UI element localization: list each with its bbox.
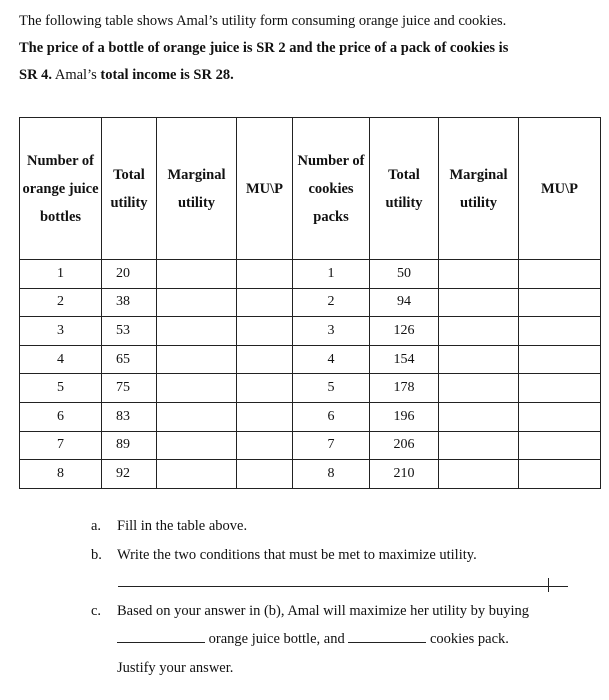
oj-mu-p-cell[interactable] <box>237 317 293 346</box>
ck-total-utility-cell: 178 <box>370 374 439 403</box>
oj-marginal-utility-cell[interactable] <box>157 460 237 489</box>
ck-total-utility-cell: 154 <box>370 345 439 374</box>
question-a <box>91 518 247 535</box>
cookies-blank[interactable] <box>348 642 426 643</box>
intro-line-3-rest: Amal’s <box>52 67 101 83</box>
oj-marginal-utility-cell[interactable] <box>157 402 237 431</box>
table-row <box>20 431 601 460</box>
header-ck-marginal-utility: Marginal utility <box>439 118 519 260</box>
oj-mu-p-cell[interactable] <box>237 431 293 460</box>
question-b-label: b. <box>91 547 102 563</box>
header-oj-total-utility: Total utility <box>102 118 157 260</box>
oj-total-utility-cell: 92 <box>102 460 157 489</box>
intro-line-2: The price of a bottle of orange juice is SR 2 and the price of a pack of cookies is <box>19 40 509 56</box>
header-oj-mu-p: MU\P <box>237 118 293 260</box>
oj-mu-p-cell[interactable] <box>237 460 293 489</box>
oj-mu-p-cell[interactable] <box>237 288 293 317</box>
header-ck-total-utility: Total utility <box>370 118 439 260</box>
ck-total-utility-cell: 210 <box>370 460 439 489</box>
ck-marginal-utility-cell[interactable] <box>439 317 519 346</box>
intro-line-1: The following table shows Amal’s utility form consuming orange juice and cookies. <box>19 13 507 29</box>
utility-table <box>19 117 601 489</box>
ck-marginal-utility-cell[interactable] <box>439 288 519 317</box>
table-row <box>20 460 601 489</box>
oj-number-cell: 8 <box>20 460 102 489</box>
intro-line-3 <box>19 62 599 89</box>
oj-total-utility-cell: 83 <box>102 402 157 431</box>
oj-number-cell: 3 <box>20 317 102 346</box>
question-c-label: c. <box>91 603 102 619</box>
question-c-end: cookies pack. <box>426 631 509 647</box>
ck-total-utility-cell: 94 <box>370 288 439 317</box>
answer-line-b[interactable] <box>118 586 568 587</box>
oj-marginal-utility-cell[interactable] <box>157 288 237 317</box>
oj-mu-p-cell[interactable] <box>237 345 293 374</box>
question-c <box>91 603 529 620</box>
ck-marginal-utility-cell[interactable] <box>439 460 519 489</box>
header-ck-number: Number of cookies packs <box>293 118 370 260</box>
oj-total-utility-cell: 75 <box>102 374 157 403</box>
ck-mu-p-cell[interactable] <box>519 431 601 460</box>
header-oj-marginal-utility: Marginal utility <box>157 118 237 260</box>
oj-total-utility-cell: 38 <box>102 288 157 317</box>
question-a-label: a. <box>91 518 102 534</box>
oj-marginal-utility-cell[interactable] <box>157 260 237 289</box>
ck-marginal-utility-cell[interactable] <box>439 260 519 289</box>
oj-mu-p-cell[interactable] <box>237 402 293 431</box>
oj-marginal-utility-cell[interactable] <box>157 345 237 374</box>
oj-number-cell: 7 <box>20 431 102 460</box>
ck-number-cell: 7 <box>293 431 370 460</box>
orange-juice-blank[interactable] <box>117 642 205 643</box>
table-row <box>20 345 601 374</box>
question-a-text: Fill in the table above. <box>117 518 248 534</box>
ck-mu-p-cell[interactable] <box>519 260 601 289</box>
ck-total-utility-cell: 50 <box>370 260 439 289</box>
ck-number-cell: 5 <box>293 374 370 403</box>
ck-mu-p-cell[interactable] <box>519 402 601 431</box>
table-row <box>20 317 601 346</box>
oj-total-utility-cell: 65 <box>102 345 157 374</box>
oj-number-cell: 6 <box>20 402 102 431</box>
oj-number-cell: 1 <box>20 260 102 289</box>
oj-marginal-utility-cell[interactable] <box>157 374 237 403</box>
table-row <box>20 288 601 317</box>
ck-total-utility-cell: 126 <box>370 317 439 346</box>
ck-number-cell: 3 <box>293 317 370 346</box>
ck-marginal-utility-cell[interactable] <box>439 431 519 460</box>
table-header-row <box>20 118 601 260</box>
ck-mu-p-cell[interactable] <box>519 288 601 317</box>
oj-mu-p-cell[interactable] <box>237 374 293 403</box>
question-c-mid: orange juice bottle, and <box>205 631 349 647</box>
question-c-text: Based on your answer in (b), Amal will maximize her utility by buying <box>117 603 529 619</box>
intro-text <box>19 8 599 89</box>
total-income: total income is SR 28. <box>100 67 234 83</box>
question-b <box>91 547 477 564</box>
oj-total-utility-cell: 89 <box>102 431 157 460</box>
line-end-tick <box>548 578 549 592</box>
ck-mu-p-cell[interactable] <box>519 374 601 403</box>
ck-total-utility-cell: 206 <box>370 431 439 460</box>
ck-mu-p-cell[interactable] <box>519 317 601 346</box>
table-row <box>20 374 601 403</box>
ck-number-cell: 1 <box>293 260 370 289</box>
oj-total-utility-cell: 53 <box>102 317 157 346</box>
oj-mu-p-cell[interactable] <box>237 260 293 289</box>
oj-number-cell: 5 <box>20 374 102 403</box>
ck-number-cell: 6 <box>293 402 370 431</box>
ck-number-cell: 4 <box>293 345 370 374</box>
ck-number-cell: 2 <box>293 288 370 317</box>
oj-total-utility-cell: 20 <box>102 260 157 289</box>
header-oj-number: Number of orange juice bottles <box>20 118 102 260</box>
justify-line: Justify your answer. <box>117 660 234 676</box>
ck-marginal-utility-cell[interactable] <box>439 374 519 403</box>
question-b-text: Write the two conditions that must be met to maximize utility. <box>117 547 477 563</box>
table-row <box>20 260 601 289</box>
oj-number-cell: 4 <box>20 345 102 374</box>
oj-marginal-utility-cell[interactable] <box>157 317 237 346</box>
header-ck-mu-p: MU\P <box>519 118 601 260</box>
ck-mu-p-cell[interactable] <box>519 460 601 489</box>
oj-number-cell: 2 <box>20 288 102 317</box>
ck-marginal-utility-cell[interactable] <box>439 402 519 431</box>
oj-marginal-utility-cell[interactable] <box>157 431 237 460</box>
ck-number-cell: 8 <box>293 460 370 489</box>
ck-total-utility-cell: 196 <box>370 402 439 431</box>
table-row <box>20 402 601 431</box>
ck-marginal-utility-cell[interactable] <box>439 345 519 374</box>
question-c-blanks <box>117 631 509 648</box>
ck-mu-p-cell[interactable] <box>519 345 601 374</box>
price-cookies: SR 4. <box>19 67 53 83</box>
